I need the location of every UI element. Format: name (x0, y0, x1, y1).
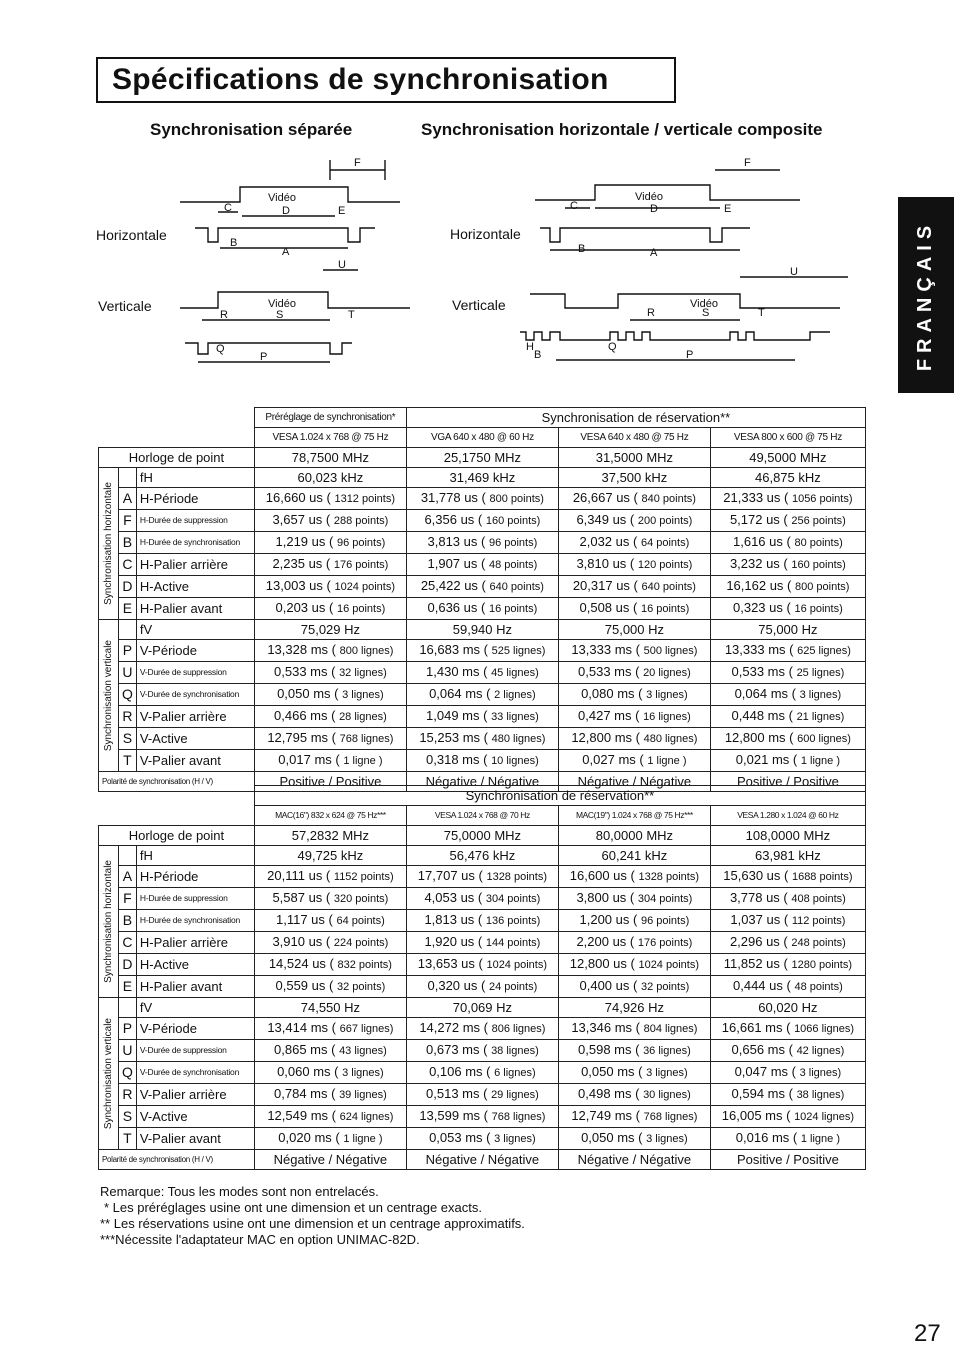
dot-clock-label: Horloge de point (99, 826, 255, 846)
timing-value: 0,559 us ( 32 points) (254, 976, 406, 998)
subtitle-composite: Synchronisation horizontale / verticale composite (421, 120, 823, 139)
timing-value: 1,907 us ( 48 points) (406, 554, 558, 576)
timing-value: 0,865 ms ( 43 lignes) (254, 1040, 406, 1062)
row-letter: P (119, 640, 137, 662)
dot-clock-value: 49,5000 MHz (710, 448, 865, 468)
timing-value: 12,749 ms ( 768 lignes) (558, 1106, 710, 1128)
timing-value: 14,524 us ( 832 points) (254, 954, 406, 976)
diagram-label-vertical-composite: Verticale (452, 297, 506, 313)
mode-header-1: VESA 1.024 x 768 @ 70 Hz (406, 806, 558, 826)
timing-value: 0,784 ms ( 39 lignes) (254, 1084, 406, 1106)
row-label: V-Période (136, 1018, 254, 1040)
row-letter: U (119, 662, 137, 684)
timing-value: 0,320 us ( 24 points) (406, 976, 558, 998)
diagram-letter-s-composite: S (702, 307, 710, 319)
timing-value: 0,080 ms ( 3 lignes) (558, 684, 710, 706)
diagram-letter-b: B (230, 237, 238, 249)
timing-value: 0,047 ms ( 3 lignes) (710, 1062, 865, 1084)
diagram-label-vertical: Verticale (98, 298, 152, 314)
note-presets: * Les préréglages usine ont une dimension et un centrage exacts. (104, 1200, 482, 1215)
timing-value: 21,333 us ( 1056 points) (710, 488, 865, 510)
row-letter: F (119, 510, 137, 532)
language-tab (898, 197, 954, 393)
diagram-letter-d: D (282, 205, 290, 217)
timing-value: 1,049 ms ( 33 lignes) (406, 706, 558, 728)
diagram-letter-e-composite: E (724, 203, 732, 215)
freq-value: 63,981 kHz (710, 846, 865, 866)
timing-value: 0,318 ms ( 10 lignes) (406, 750, 558, 772)
row-letter: P (119, 1018, 137, 1040)
mode-header-1: VGA 640 x 480 @ 60 Hz (406, 428, 558, 448)
timing-value: 0,323 us ( 16 points) (710, 598, 865, 620)
note-mac-adapter: ***Nécessite l'adaptateur MAC en option UNIMAC-82D. (100, 1232, 420, 1247)
timing-value: 12,549 ms ( 624 lignes) (254, 1106, 406, 1128)
timing-value: 16,660 us ( 1312 points) (254, 488, 406, 510)
page-title: Spécifications de synchronisation (112, 63, 609, 96)
diagram-letter-f: F (354, 157, 361, 169)
row-label: V-Active (136, 728, 254, 750)
diagram-letter-c-composite: C (570, 200, 578, 212)
video-label-h-composite: Vidéo (635, 191, 663, 203)
video-label-v-separate: Vidéo (268, 298, 296, 310)
timing-value: 1,219 us ( 96 points) (254, 532, 406, 554)
row-letter: S (119, 728, 137, 750)
freq-value: 56,476 kHz (406, 846, 558, 866)
row-letter: Q (119, 684, 137, 706)
timing-value: 0,636 us ( 16 points) (406, 598, 558, 620)
timing-value: 0,064 ms ( 3 lignes) (710, 684, 865, 706)
timing-value: 0,060 ms ( 3 lignes) (254, 1062, 406, 1084)
diagram-letter-u: U (338, 259, 346, 271)
diagram-label-horizontal-composite: Horizontale (450, 226, 521, 242)
timing-value: 6,349 us ( 200 points) (558, 510, 710, 532)
group-label: Synchronisation verticale (103, 1017, 114, 1130)
diagram-letter-d-composite: D (650, 203, 658, 215)
row-label: V-Durée de synchronisation (136, 1062, 254, 1084)
timing-value: 0,050 ms ( 3 lignes) (254, 684, 406, 706)
timing-diagram (90, 150, 850, 390)
row-letter: C (119, 554, 137, 576)
group-label: Synchronisation horizontale (103, 482, 114, 605)
title-box (96, 57, 676, 103)
timing-value: 3,232 us ( 160 points) (710, 554, 865, 576)
timing-value: 0,427 ms ( 16 lignes) (558, 706, 710, 728)
timing-value: 5,587 us ( 320 points) (254, 888, 406, 910)
freq-value: 31,469 kHz (406, 468, 558, 488)
timing-value: 1,117 us ( 64 points) (254, 910, 406, 932)
preset-header: Préréglage de synchronisation* (254, 408, 406, 428)
mode-header-3: VESA 1.280 x 1.024 @ 60 Hz (710, 806, 865, 826)
timing-value: 1,920 us ( 144 points) (406, 932, 558, 954)
freq-value: 60,241 kHz (558, 846, 710, 866)
timing-value: 12,800 ms ( 480 lignes) (558, 728, 710, 750)
timing-value: 3,910 us ( 224 points) (254, 932, 406, 954)
row-label: H-Active (136, 576, 254, 598)
timing-value: 13,599 ms ( 768 lignes) (406, 1106, 558, 1128)
timing-value: 0,656 ms ( 42 lignes) (710, 1040, 865, 1062)
row-letter: T (119, 1128, 137, 1150)
row-letter: D (119, 576, 137, 598)
timing-value: 20,317 us ( 640 points) (558, 576, 710, 598)
freq-value: 75,000 Hz (710, 620, 865, 640)
video-label-v-composite: Vidéo (690, 298, 718, 310)
diagram-label-horizontal: Horizontale (96, 227, 167, 243)
diagram-letter-s: S (276, 309, 284, 321)
polarity-value: Négative / Négative (406, 1150, 558, 1170)
row-label: V-Durée de suppression (136, 1040, 254, 1062)
timing-value: 12,795 ms ( 768 lignes) (254, 728, 406, 750)
v-sync-pulse-separate (185, 343, 352, 354)
row-label: V-Durée de synchronisation (136, 684, 254, 706)
video-label-h-separate: Vidéo (268, 192, 296, 204)
note-reservations: ** Les réservations usine ont une dimension et un centrage approximatifs. (100, 1216, 525, 1231)
timing-value: 31,778 us ( 800 points) (406, 488, 558, 510)
freq-value: 60,023 kHz (254, 468, 406, 488)
diagram-letter-r-composite: R (647, 307, 655, 319)
timing-value: 12,800 ms ( 600 lignes) (710, 728, 865, 750)
timing-value: 0,466 ms ( 28 lignes) (254, 706, 406, 728)
polarity-value: Négative / Négative (558, 1150, 710, 1170)
mode-header-0: VESA 1.024 x 768 @ 75 Hz (254, 428, 406, 448)
timing-value: 0,050 ms ( 3 lignes) (558, 1062, 710, 1084)
row-letter: B (119, 910, 137, 932)
freq-value: 49,725 kHz (254, 846, 406, 866)
timing-value: 1,200 us ( 96 points) (558, 910, 710, 932)
timing-value: 0,508 us ( 16 points) (558, 598, 710, 620)
h-sync-pulse-separate (195, 228, 375, 242)
polarity-value: Négative / Négative (558, 772, 710, 792)
diagram-letter-t-composite: T (758, 307, 765, 319)
diagram-letter-p-composite: P (686, 349, 694, 361)
row-label: H-Palier arrière (136, 932, 254, 954)
timing-value: 1,430 ms ( 45 lignes) (406, 662, 558, 684)
timing-value: 13,653 us ( 1024 points) (406, 954, 558, 976)
diagram-letter-e: E (338, 205, 346, 217)
row-label: V-Période (136, 640, 254, 662)
timing-value: 16,162 us ( 800 points) (710, 576, 865, 598)
polarity-value: Négative / Négative (254, 1150, 406, 1170)
mode-header-0: MAC(16") 832 x 624 @ 75 Hz*** (254, 806, 406, 826)
timing-value: 16,683 ms ( 525 lignes) (406, 640, 558, 662)
timing-value: 26,667 us ( 840 points) (558, 488, 710, 510)
freq-label: fH (136, 468, 254, 488)
row-letter: A (119, 488, 137, 510)
row-letter: R (119, 1084, 137, 1106)
dot-clock-value: 25,1750 MHz (406, 448, 558, 468)
row-label: H-Palier avant (136, 598, 254, 620)
polarity-label: Polarité de synchronisation (H / V) (99, 772, 255, 792)
timing-value: 13,333 ms ( 625 lignes) (710, 640, 865, 662)
sync-table-1 (98, 407, 866, 792)
reserve-header: Synchronisation de réservation** (406, 408, 865, 428)
row-letter: F (119, 888, 137, 910)
timing-value: 4,053 us ( 304 points) (406, 888, 558, 910)
timing-value: 0,444 us ( 48 points) (710, 976, 865, 998)
timing-value: 2,200 us ( 176 points) (558, 932, 710, 954)
timing-value: 0,064 ms ( 2 lignes) (406, 684, 558, 706)
timing-value: 0,020 ms ( 1 ligne ) (254, 1128, 406, 1150)
timing-value: 6,356 us ( 160 points) (406, 510, 558, 532)
timing-value: 0,513 ms ( 29 lignes) (406, 1084, 558, 1106)
timing-value: 0,017 ms ( 1 ligne ) (254, 750, 406, 772)
diagram-letter-p: P (260, 351, 268, 363)
timing-value: 0,203 us ( 16 points) (254, 598, 406, 620)
row-label: H-Durée de synchronisation (136, 910, 254, 932)
dot-clock-value: 75,0000 MHz (406, 826, 558, 846)
dot-clock-value: 108,0000 MHz (710, 826, 865, 846)
group-label: Synchronisation verticale (103, 639, 114, 752)
diagram-letter-q: Q (216, 343, 225, 355)
timing-value: 0,050 ms ( 3 lignes) (558, 1128, 710, 1150)
timing-value: 1,813 us ( 136 points) (406, 910, 558, 932)
polarity-value: Positive / Positive (710, 1150, 865, 1170)
row-letter: A (119, 866, 137, 888)
row-label: H-Palier arrière (136, 554, 254, 576)
row-label: V-Durée de suppression (136, 662, 254, 684)
row-letter: E (119, 976, 137, 998)
freq-value: 46,875 kHz (710, 468, 865, 488)
row-label: H-Durée de suppression (136, 888, 254, 910)
row-label: V-Palier avant (136, 1128, 254, 1150)
freq-value: 37,500 kHz (558, 468, 710, 488)
sync-table-2 (98, 785, 866, 1170)
timing-value: 0,498 ms ( 30 lignes) (558, 1084, 710, 1106)
timing-value: 14,272 ms ( 806 lignes) (406, 1018, 558, 1040)
row-label: H-Période (136, 488, 254, 510)
diagram-letter-b-composite-v: B (534, 349, 542, 361)
timing-value: 3,778 us ( 408 points) (710, 888, 865, 910)
freq-label: fV (136, 620, 254, 640)
row-label: V-Active (136, 1106, 254, 1128)
diagram-letter-u-composite: U (790, 266, 798, 278)
diagram-letter-r: R (220, 309, 228, 321)
freq-value: 74,550 Hz (254, 998, 406, 1018)
polarity-value: Négative / Négative (406, 772, 558, 792)
timing-value: 13,414 ms ( 667 lignes) (254, 1018, 406, 1040)
timing-value: 3,813 us ( 96 points) (406, 532, 558, 554)
note-remark: Remarque: Tous les modes sont non entrelacés. (100, 1184, 379, 1199)
timing-value: 2,296 us ( 248 points) (710, 932, 865, 954)
timing-value: 0,027 ms ( 1 ligne ) (558, 750, 710, 772)
mode-header-2: VESA 640 x 480 @ 75 Hz (558, 428, 710, 448)
diagram-letter-t: T (348, 309, 355, 321)
timing-value: 0,533 ms ( 25 lignes) (710, 662, 865, 684)
v-sync-signal-composite (530, 294, 840, 308)
dot-clock-value: 78,7500 MHz (254, 448, 406, 468)
group-label: Synchronisation horizontale (103, 860, 114, 983)
freq-label: fH (136, 846, 254, 866)
timing-value: 0,533 ms ( 20 lignes) (558, 662, 710, 684)
freq-value: 75,000 Hz (558, 620, 710, 640)
mode-header-3: VESA 800 x 600 @ 75 Hz (710, 428, 865, 448)
timing-value: 0,598 ms ( 36 lignes) (558, 1040, 710, 1062)
timing-value: 0,400 us ( 32 points) (558, 976, 710, 998)
h-sync-pulse-composite (540, 228, 750, 242)
row-letter: B (119, 532, 137, 554)
timing-value: 0,016 ms ( 1 ligne ) (710, 1128, 865, 1150)
timing-value: 13,003 us ( 1024 points) (254, 576, 406, 598)
mode-header-2: MAC(19") 1.024 x 768 @ 75 Hz*** (558, 806, 710, 826)
subtitle-separate: Synchronisation séparée (150, 120, 353, 139)
timing-value: 1,037 us ( 112 points) (710, 910, 865, 932)
freq-label: fV (136, 998, 254, 1018)
row-label: H-Palier avant (136, 976, 254, 998)
polarity-value: Positive / Positive (710, 772, 865, 792)
row-label: H-Durée de suppression (136, 510, 254, 532)
row-letter: S (119, 1106, 137, 1128)
page-number: 27 (914, 1320, 941, 1347)
timing-value: 16,005 ms ( 1024 lignes) (710, 1106, 865, 1128)
polarity-label: Polarité de synchronisation (H / V) (99, 1150, 255, 1170)
row-letter: C (119, 932, 137, 954)
timing-value: 0,594 ms ( 38 lignes) (710, 1084, 865, 1106)
row-label: V-Palier arrière (136, 1084, 254, 1106)
row-letter: T (119, 750, 137, 772)
dot-clock-value: 31,5000 MHz (558, 448, 710, 468)
freq-value: 60,020 Hz (710, 998, 865, 1018)
timing-value: 0,021 ms ( 1 ligne ) (710, 750, 865, 772)
row-letter: E (119, 598, 137, 620)
diagram-letter-a-composite: A (650, 247, 658, 259)
diagram-letter-c: C (224, 202, 232, 214)
row-label: H-Active (136, 954, 254, 976)
diagram-letter-h-composite: H (526, 341, 534, 353)
polarity-value: Positive / Positive (254, 772, 406, 792)
diagram-letter-q-composite: Q (608, 341, 617, 353)
timing-value: 16,600 us ( 1328 points) (558, 866, 710, 888)
timing-value: 13,333 ms ( 500 lignes) (558, 640, 710, 662)
timing-value: 20,111 us ( 1152 points) (254, 866, 406, 888)
row-letter: U (119, 1040, 137, 1062)
timing-value: 2,032 us ( 64 points) (558, 532, 710, 554)
row-letter: D (119, 954, 137, 976)
row-label: H-Période (136, 866, 254, 888)
timing-value: 0,533 ms ( 32 lignes) (254, 662, 406, 684)
timing-value: 5,172 us ( 256 points) (710, 510, 865, 532)
timing-value: 1,616 us ( 80 points) (710, 532, 865, 554)
v-sync-pulse-composite (520, 332, 830, 340)
language-tab-label: FRANÇAIS (914, 219, 937, 371)
timing-value: 3,810 us ( 120 points) (558, 554, 710, 576)
timing-value: 2,235 us ( 176 points) (254, 554, 406, 576)
dot-clock-value: 57,2832 MHz (254, 826, 406, 846)
freq-value: 74,926 Hz (558, 998, 710, 1018)
row-letter: Q (119, 1062, 137, 1084)
timing-value: 0,053 ms ( 3 lignes) (406, 1128, 558, 1150)
freq-value: 70,069 Hz (406, 998, 558, 1018)
h-sync-signal-composite (535, 185, 800, 200)
timing-value: 13,328 ms ( 800 lignes) (254, 640, 406, 662)
notes (100, 1184, 525, 1248)
freq-value: 75,029 Hz (254, 620, 406, 640)
diagram-letter-a: A (282, 246, 290, 258)
timing-value: 16,661 ms ( 1066 lignes) (710, 1018, 865, 1040)
timing-value: 17,707 us ( 1328 points) (406, 866, 558, 888)
timing-value: 25,422 us ( 640 points) (406, 576, 558, 598)
timing-value: 3,800 us ( 304 points) (558, 888, 710, 910)
dot-clock-value: 80,0000 MHz (558, 826, 710, 846)
timing-value: 0,673 ms ( 38 lignes) (406, 1040, 558, 1062)
timing-value: 15,253 ms ( 480 lignes) (406, 728, 558, 750)
dot-clock-label: Horloge de point (99, 448, 255, 468)
diagram-letter-f-composite: F (744, 157, 751, 169)
freq-value: 59,940 Hz (406, 620, 558, 640)
timing-value: 15,630 us ( 1688 points) (710, 866, 865, 888)
row-label: V-Palier arrière (136, 706, 254, 728)
diagram-letter-b-composite: B (578, 243, 586, 255)
row-label: V-Palier avant (136, 750, 254, 772)
reserve-header: Synchronisation de réservation** (254, 786, 865, 806)
timing-value: 13,346 ms ( 804 lignes) (558, 1018, 710, 1040)
timing-value: 0,106 ms ( 6 lignes) (406, 1062, 558, 1084)
row-letter: R (119, 706, 137, 728)
row-label: H-Durée de synchronisation (136, 532, 254, 554)
timing-value: 12,800 us ( 1024 points) (558, 954, 710, 976)
timing-value: 0,448 ms ( 21 lignes) (710, 706, 865, 728)
timing-value: 11,852 us ( 1280 points) (710, 954, 865, 976)
timing-value: 3,657 us ( 288 points) (254, 510, 406, 532)
